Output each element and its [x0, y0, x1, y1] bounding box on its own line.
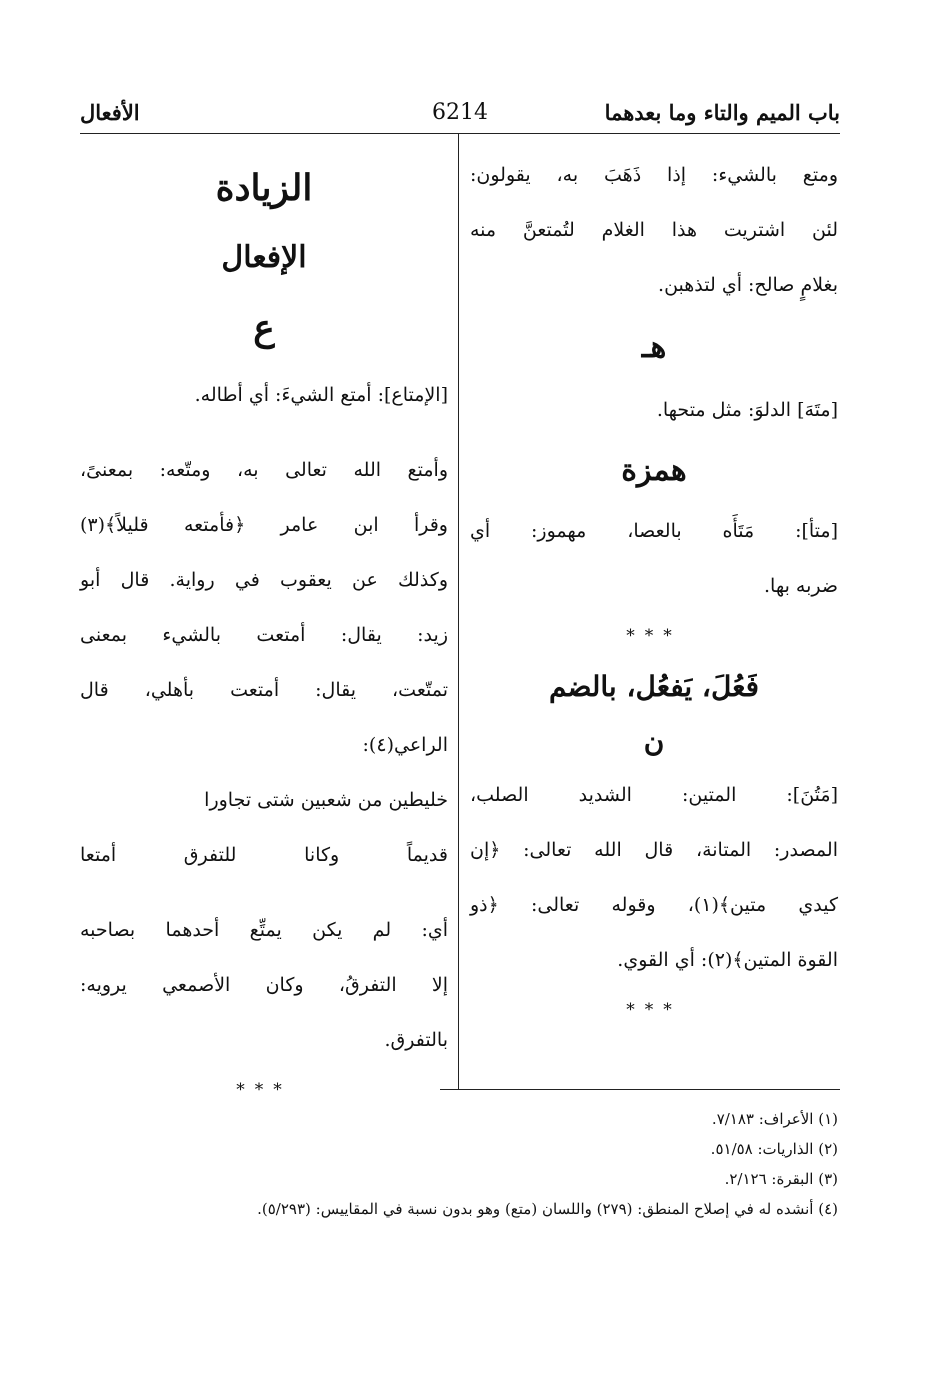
- text-line: الراعي(٤):: [362, 734, 448, 756]
- left-column: [80, 148, 448, 1112]
- heading-nun: ن: [643, 725, 665, 758]
- text-line: كيدي متين﴾(١)، وقوله تعالى: ﴿ذو: [470, 894, 838, 916]
- separator-stars: ***: [626, 626, 682, 646]
- column-divider: [458, 133, 459, 1090]
- right-column: [470, 148, 838, 1032]
- text-line: لئن اشتريت هذا الغلام لتُمتعنَّ منه: [470, 219, 838, 241]
- header-rule: [80, 133, 840, 134]
- footnotes: [120, 1104, 838, 1224]
- footnote-1: (١) الأعراف: ٧/١٨٣.: [711, 1110, 838, 1128]
- page-number: 6214: [432, 100, 488, 125]
- poem-line: خليطين من شعبين شتى تجاورا: [204, 789, 448, 811]
- text-line: ومتع بالشيء: إذا ذَهَبَ به، يقولون:: [470, 164, 838, 186]
- heading-ha: هـ: [641, 330, 667, 365]
- footnote-2: (٢) الذاريات: ٥١/٥٨.: [710, 1140, 838, 1158]
- entry-imtaa: [الإمتاع]: أمتع الشيءَ: أي أطاله.: [194, 384, 448, 406]
- footnote-rule: [440, 1089, 840, 1090]
- entry-mataha: [متَهَ] الدلوَ: مثل متحها.: [656, 399, 838, 421]
- section-title: الأفعال: [80, 100, 140, 125]
- heading-hamza: همزة: [621, 453, 687, 488]
- poem-line: قديماً وكانا للتفرق أمتعا: [80, 844, 448, 866]
- separator-stars: ***: [236, 1080, 292, 1100]
- text-line: ضربه بها.: [763, 575, 838, 597]
- text-line: زيد: يقال: أمتعت بالشيء بمعنى: [80, 624, 448, 646]
- heading-ain: ع: [253, 307, 275, 349]
- footnote-4: (٤) أنشده له في إصلاح المنطق: (٢٧٩) واللسان (متع) وهو بدون نسبة في المقاييس: (٥/٢٩٣).: [257, 1200, 838, 1218]
- text-line: [مَتُنَ]: المتين: الشديد الصلب،: [470, 784, 838, 806]
- text-line: وكذلك عن يعقوب في رواية. قال أبو: [80, 569, 448, 591]
- text-line: وقرأ ابن عامر ﴿فأمتعه قليلاً﴾(٣): [80, 514, 448, 536]
- text-line: أي: لم يكن يمتِّع أحدهما بصاحبه: [80, 919, 448, 941]
- text-line: المصدر: المتانة، قال الله تعالى: ﴿إن: [470, 839, 838, 861]
- text-line: وأمتع الله تعالى به، ومتّعه: بمعنىً،: [80, 459, 448, 481]
- chapter-title: باب الميم والتاء وما بعدهما: [604, 100, 840, 125]
- text-line: [متأ]: مَتَأَه بالعصا، مهموز: أي: [470, 520, 838, 542]
- text-line: بالتفرق.: [384, 1029, 448, 1051]
- footnote-3: (٣) البقرة: ٢/١٢٦.: [724, 1170, 838, 1188]
- separator-stars: ***: [626, 1000, 682, 1020]
- running-header: [80, 100, 840, 134]
- text-line: تمتّعت، يقال: أمتعت بأهلي، قال: [80, 679, 448, 701]
- heading-faala: فَعُلَ، يَفعُل، بالضم: [548, 670, 760, 703]
- text-line: بغلامٍ صالح: أي لتذهبن.: [658, 274, 838, 296]
- subtitle-ifaal: الإفعال: [221, 240, 307, 275]
- text-line: القوة المتين﴾(٢): أي القوي.: [617, 949, 838, 971]
- text-line: إلا التفرقُ، وكان الأصمعي يرويه:: [80, 974, 448, 996]
- title-ziyada: الزيادة: [215, 167, 313, 209]
